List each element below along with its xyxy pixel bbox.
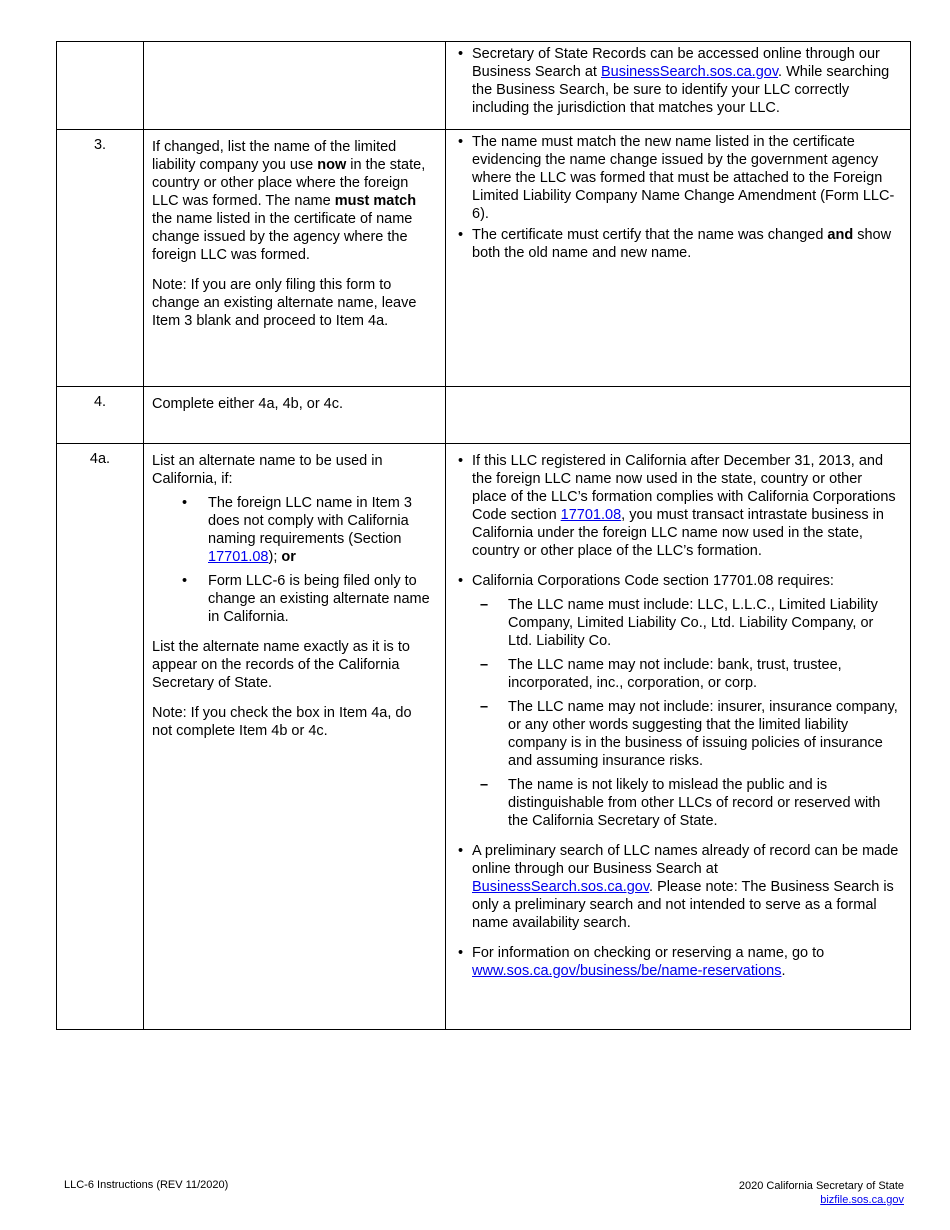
notes-cell bbox=[446, 387, 911, 444]
item-4a-note: Note: If you check the box in Item 4a, do not complete Item 4b or 4c. bbox=[152, 705, 412, 739]
table-row bbox=[57, 444, 911, 1030]
list-item: • Form LLC-6 is being filed only to change an existing alternate name in California. bbox=[152, 572, 435, 626]
list-item: • For information on checking or reserving a name, go to www.sos.ca.gov/business/be/name-reservations. bbox=[454, 944, 900, 980]
form-revision-label: LLC-6 Instructions (REV 11/2020) bbox=[64, 1179, 229, 1191]
list-item: – The name is not likely to mislead the public and is distinguishable from other LLCs of record or reserved with the California Secretary of State. bbox=[472, 776, 900, 830]
list-item: • California Corporations Code section 17701.08 requires: – The LLC name must include: LLC, L.L.C., Limited Liability Company, Limited Liability Co., Ltd. Liability Company, or Ltd. Liability Co. – The LLC name may not include: bank, trust, trustee, incorporated, inc., corporation, or corp. – The LLC name may not include: insurer, insurance company, or any other words suggesting that the limited liability company is in the business of issuing policies of insurance and assuming insurance risks. – The name is not likely to mislead the public and is distinguishable from other LLCs of record or reserved with the California Secretary of State. bbox=[454, 572, 900, 830]
description-cell: Complete either 4a, 4b, or 4c. bbox=[144, 387, 446, 444]
notes-cell bbox=[446, 42, 911, 130]
footer-copyright bbox=[739, 1179, 904, 1207]
item-number: 4. bbox=[57, 387, 144, 444]
section-17701-08-link[interactable]: 17701.08 bbox=[560, 507, 622, 523]
list-item: – The LLC name must include: LLC, L.L.C., Limited Liability Company, Limited Liability Co., Ltd. Liability Company, or Ltd. Liability Co. bbox=[472, 596, 900, 650]
list-item: – The LLC name may not include: insurer, insurance company, or any other words suggesting that the limited liability company is in the business of issuing policies of insurance and assuming insurance risks. bbox=[472, 698, 900, 770]
copyright-text: 2020 California Secretary of State bbox=[738, 1180, 904, 1192]
item-4a-intro: List an alternate name to be used in California, if: bbox=[152, 453, 383, 487]
business-search-link[interactable]: BusinessSearch.sos.ca.gov bbox=[472, 879, 650, 895]
description-cell bbox=[144, 130, 446, 387]
list-item: • Secretary of State Records can be accessed online through our Business Search at BusinessSearch.sos.ca.gov. While searching the Business Search, be sure to identify your LLC correctly including the jurisdiction that matches your LLC. bbox=[454, 45, 900, 117]
item-3-instructions: If changed, list the name of the limited liability company you use now in the state, country or other place where the foreign LLC was formed. The name must match the name listed in the certificate of name change issued by the agency where the foreign LLC was formed. bbox=[152, 139, 426, 263]
table-row bbox=[57, 130, 911, 387]
notes-cell bbox=[446, 130, 911, 387]
business-search-link[interactable]: BusinessSearch.sos.ca.gov bbox=[600, 64, 779, 80]
name-reservations-link[interactable]: www.sos.ca.gov/business/be/name-reservations bbox=[472, 963, 782, 979]
list-item: • A preliminary search of LLC names already of record can be made online through our Business Search at BusinessSearch.sos.ca.gov. Please note: The Business Search is only a preliminary search and not intended to serve as a formal name availability search. bbox=[454, 842, 900, 932]
item-number: 4a. bbox=[57, 444, 144, 1030]
description-cell bbox=[144, 444, 446, 1030]
item-3-note: Note: If you are only filing this form to change an existing alternate name, leave Item 3 blank and proceed to Item 4a. bbox=[152, 277, 417, 329]
notes-cell bbox=[446, 444, 911, 1030]
table-row bbox=[57, 42, 911, 130]
list-item: • If this LLC registered in California after December 31, 2013, and the foreign LLC name now used in the state, country or other place of the LLC’s formation complies with California Corporations Code section 17701.08, you must transact intrastate business in California under the foreign LLC name now used in the state, country or other place of the LLC’s formation. bbox=[454, 452, 900, 560]
list-item: • The certificate must certify that the name was changed and show both the old name and new name. bbox=[454, 226, 900, 262]
description-cell bbox=[144, 42, 446, 130]
table-row bbox=[57, 387, 911, 444]
section-17701-08-link[interactable]: 17701.08 bbox=[208, 549, 269, 565]
list-item: – The LLC name may not include: bank, trust, trustee, incorporated, inc., corporation, or corp. bbox=[472, 656, 900, 692]
item-4a-instruction: List the alternate name exactly as it is to appear on the records of the California Secretary of State. bbox=[152, 639, 410, 691]
instructions-table bbox=[56, 41, 911, 1030]
item-number-cell bbox=[57, 42, 144, 130]
requirements-list bbox=[472, 596, 900, 830]
list-item: • The foreign LLC name in Item 3 does not comply with California naming requirements (Section 17701.08); or bbox=[152, 494, 435, 566]
item-number: 3. bbox=[57, 130, 144, 387]
list-item: • The name must match the new name listed in the certificate evidencing the name change issued by the government agency where the LLC was formed that must be attached to the Foreign Limited Liability Company Name Change Amendment (Form LLC-6). bbox=[454, 133, 900, 223]
bizfile-link[interactable]: bizfile.sos.ca.gov bbox=[820, 1194, 904, 1206]
